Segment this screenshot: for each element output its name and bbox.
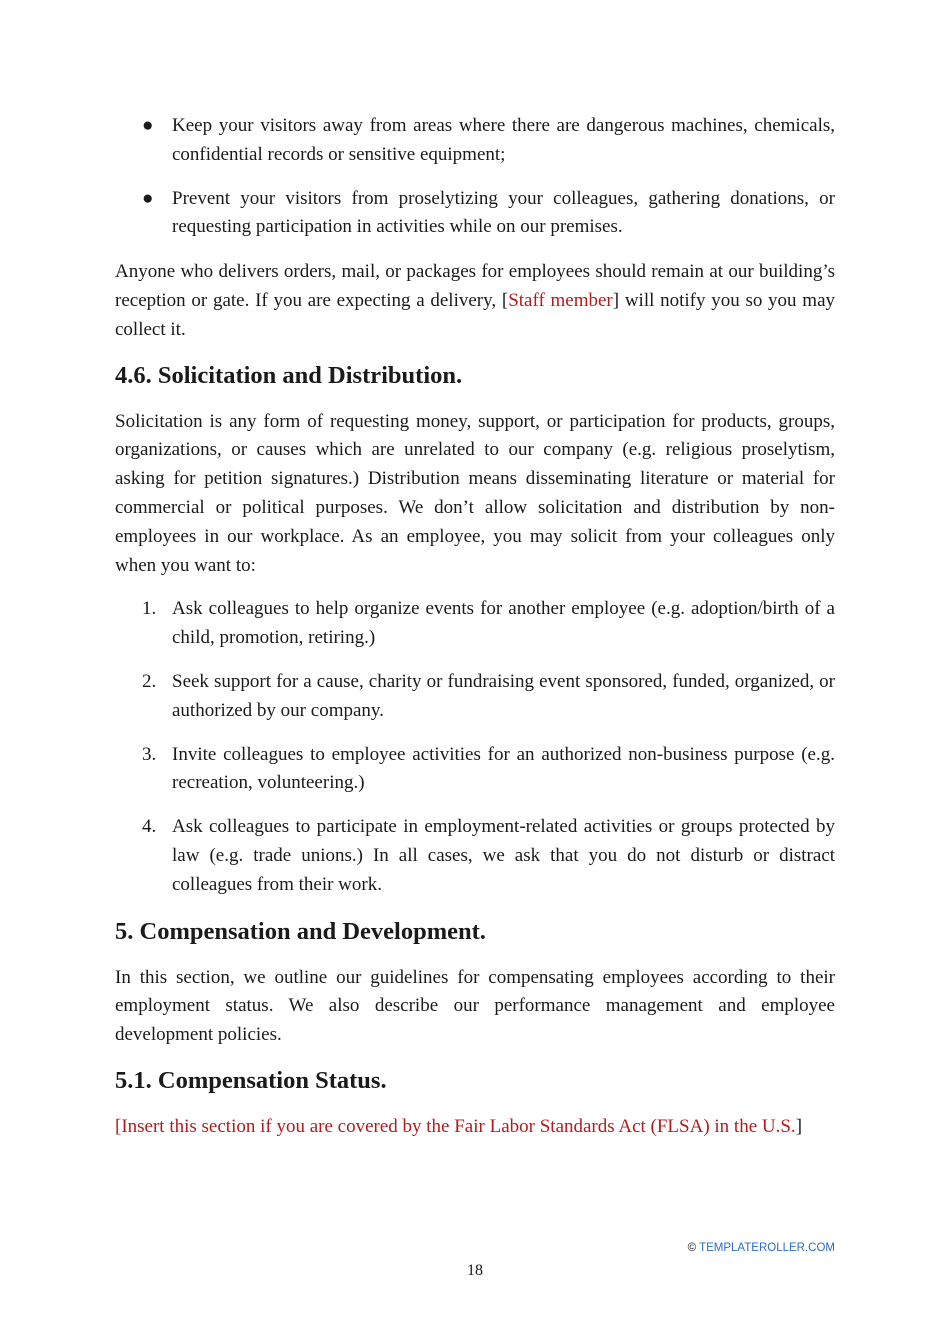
page-number: 18 <box>467 1262 483 1279</box>
flsa-note-paragraph <box>115 1113 835 1142</box>
bullet-icon: ● <box>142 187 154 209</box>
visitor-rules-list <box>115 112 835 242</box>
list-item-text: Prevent your visitors from proselytizing your colleagues, gathering donations, or requesting participation in activities while on our premises. <box>172 187 835 238</box>
flsa-bracket-close: ] <box>795 1115 803 1137</box>
copyright-icon: © <box>687 1242 697 1254</box>
list-item-text: Ask colleagues to help organize events for another employee (e.g. adoption/birth of a child, promotion, retiring.) <box>172 598 835 649</box>
list-number: 4. <box>142 816 157 838</box>
solicitation-paragraph: Solicitation is any form of requesting money, support, or participation for products, groups, organizations, or causes which are unrelated to our company (e.g. religious proselytism, asking for petition signatures.) Distribution means disseminating literature or material for commercial or political purposes. We don’t allow solicitation and distribution by non-employees in our workplace. As an employee, you may solicit from your colleagues only when you want to: <box>115 410 835 576</box>
list-item <box>142 813 835 899</box>
staff-member-placeholder: Staff member <box>508 289 613 311</box>
section-heading-4-6: 4.6. Solicitation and Distribution. <box>115 361 463 389</box>
list-item-text: Seek support for a cause, charity or fundraising event sponsored, funded, organized, or authorized by our company. <box>172 670 835 721</box>
list-item <box>142 112 835 170</box>
section-heading-5: 5. Compensation and Development. <box>115 917 486 945</box>
delivery-text-after: ] will notify you so you may collect it. <box>115 289 836 340</box>
document-page <box>115 112 835 1157</box>
list-item <box>142 185 835 243</box>
list-item <box>142 741 835 799</box>
compensation-intro-paragraph: In this section, we outline our guidelines for compensating employees according to their employment status. We also describe our performance management and employee development policies. <box>115 966 835 1046</box>
solicitation-list <box>115 595 835 899</box>
delivery-text-before: Anyone who delivers orders, mail, or packages for employees should remain at our building’s reception or gate. If you are expecting a delivery, [ <box>115 261 835 311</box>
delivery-paragraph <box>115 258 835 344</box>
list-item-text: Invite colleagues to employee activities for an authorized non-business purpose (e.g. recreation, volunteering.) <box>172 743 835 794</box>
list-number: 1. <box>142 598 157 620</box>
list-item <box>142 668 835 726</box>
footer-watermark <box>688 1242 835 1254</box>
list-item-text: Keep your visitors away from areas where there are dangerous machines, chemicals, confidential records or sensitive equipment; <box>172 115 835 165</box>
list-item-text: Ask colleagues to participate in employment-related activities or groups protected by law (e.g. trade unions.) In all cases, we ask that you do not disturb or distract colleagues from their work. <box>172 816 835 895</box>
list-number: 2. <box>142 670 157 692</box>
list-number: 3. <box>142 743 157 765</box>
section-heading-5-1: 5.1. Compensation Status. <box>115 1066 387 1094</box>
bullet-icon: ● <box>142 115 154 136</box>
flsa-placeholder-text: [Insert this section if you are covered by the Fair Labor Standards Act (FLSA) in the U.S. <box>115 1115 796 1137</box>
templateroller-link[interactable]: TEMPLATEROLLER.COM <box>699 1242 835 1254</box>
list-item <box>142 595 835 653</box>
